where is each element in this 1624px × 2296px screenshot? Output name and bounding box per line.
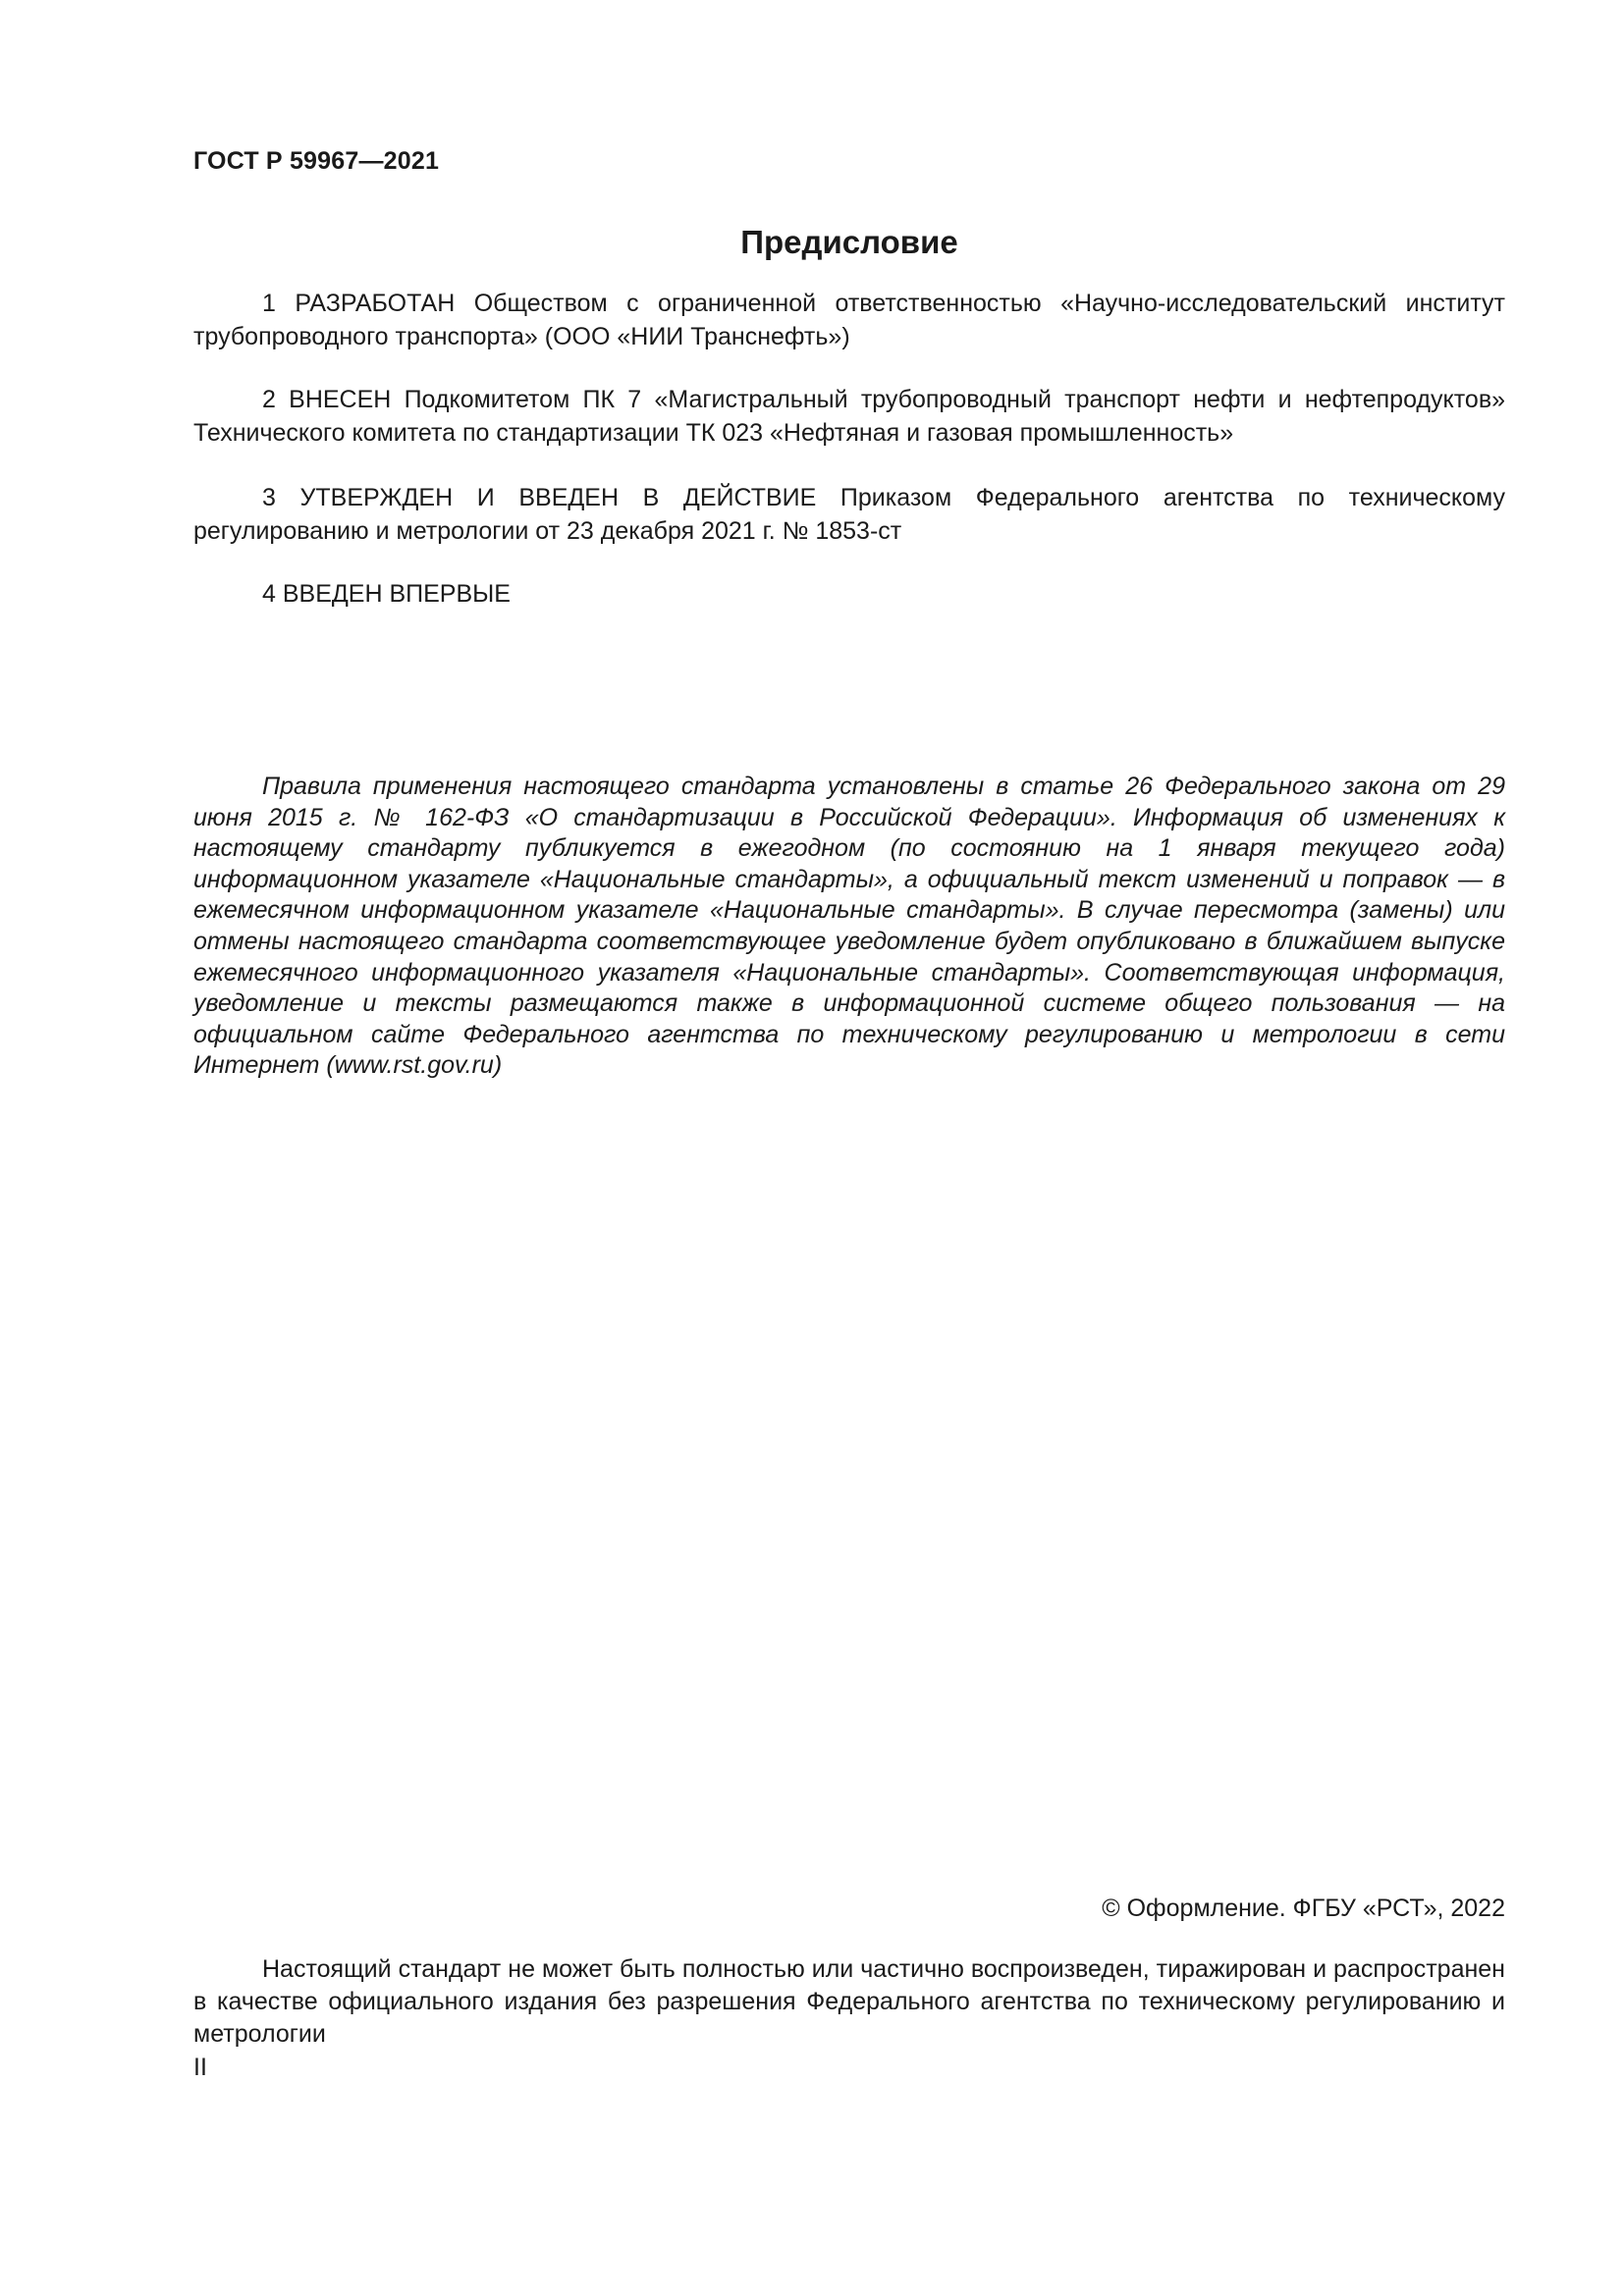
page-number: II bbox=[193, 2054, 207, 2081]
reproduction-notice: Настоящий стандарт не может быть полностью или частично воспроизведен, тиражирован и распространен в качестве официального издания без разрешения Федерального агентства по техническому регулированию и метрологии bbox=[193, 1955, 1505, 2048]
application-rules-note: Правила применения настоящего стандарта установлены в статье 26 Федерального закона от 29 июня 2015 г. № 162-ФЗ «О стандартизации в Российской Федерации». Информация об изменениях к настоящему стандарту публикуется в ежегодном (по состоянию на 1 января текущего года) информационном указателе «Национальные стандарты», а официальный текст изменений и поправок — в ежемесячном информационном указателе «Национальные стандарты». В случае пересмотра (замены) или отмены настоящего стандарта соответствующее уведомление будет опубликовано в ближайшем выпуске ежемесячного информационного указателя «Национальные стандарты». Соответствующая информация, уведомление и тексты размещаются также в информационной системе общего пользования — на официальном сайте Федерального агентства по техническому регулированию и метрологии в сети Интернет (www.rst.gov.ru) bbox=[193, 773, 1505, 1080]
document-code: ГОСТ Р 59967—2021 bbox=[193, 147, 440, 175]
preface-item-developed: 1 РАЗРАБОТАН Обществом с ограниченной ответственностью «Научно-исследовательский институт трубопроводного транспорта» (ООО «НИИ Транснефть») bbox=[193, 290, 1505, 350]
copyright-line: © Оформление. ФГБУ «РСТ», 2022 bbox=[1102, 1895, 1505, 1922]
preface-title: Предисловие bbox=[740, 224, 958, 260]
preface-item-first-introduced: 4 ВВЕДЕН ВПЕРВЫЕ bbox=[262, 580, 511, 608]
preface-item-introduced: 2 ВНЕСЕН Подкомитетом ПК 7 «Магистральный трубопроводный транспорт нефти и нефтепродуктов» Технического комитета по стандартизации ТК 023 «Нефтяная и газовая промышленность» bbox=[193, 386, 1505, 447]
preface-item-approved: 3 УТВЕРЖДЕН И ВВЕДЕН В ДЕЙСТВИЕ Приказом Федерального агентства по техническому регулированию и метрологии от 23 декабря 2021 г. № 1853-ст bbox=[193, 484, 1505, 545]
